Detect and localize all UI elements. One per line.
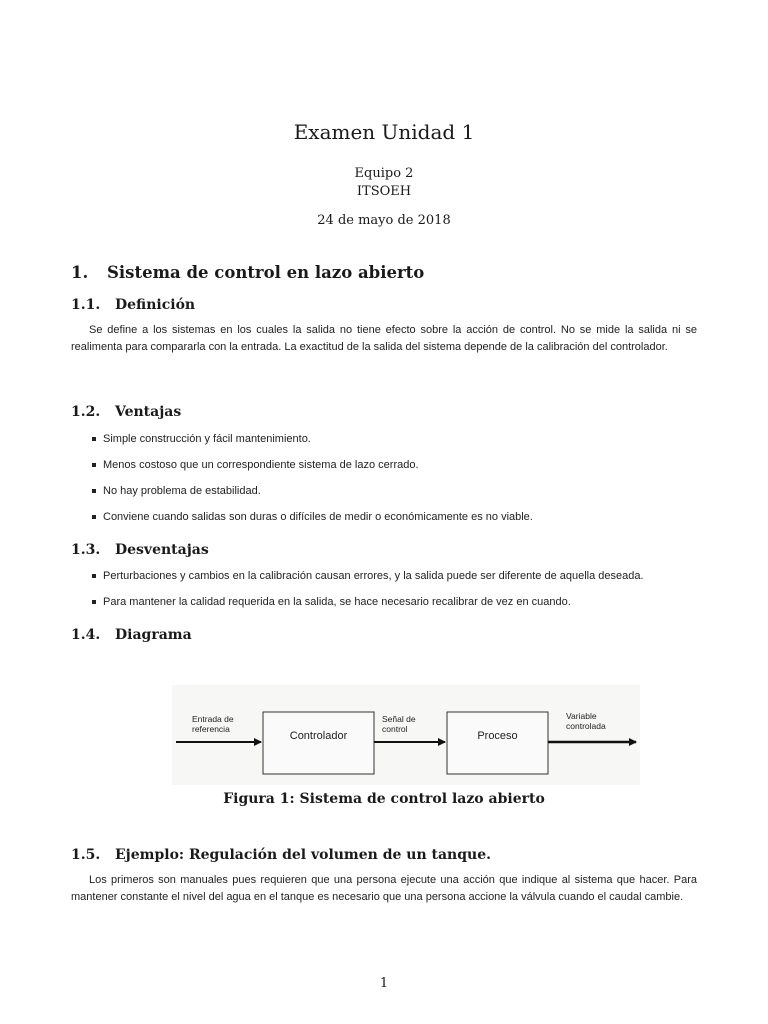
list-item <box>71 568 697 594</box>
page-number: 1 <box>379 976 389 991</box>
bullet-icon <box>92 489 96 493</box>
list-item <box>71 431 697 457</box>
subsection-heading-diagrama <box>71 627 192 643</box>
subsection-title: Diagrama <box>115 627 192 643</box>
subsection-number: 1.1. <box>71 297 101 313</box>
subsection-heading-ejemplo <box>71 847 491 863</box>
process-label: Proceso <box>477 730 518 742</box>
author-team: Equipo 2 <box>354 166 414 181</box>
document-date: 24 de mayo de 2018 <box>317 213 451 228</box>
output-label-line2: controlada <box>566 721 606 731</box>
subsection-number: 1.4. <box>71 627 101 643</box>
bullet-icon <box>92 600 96 604</box>
signal-label-line2: control <box>382 724 408 734</box>
output-label-line1: Variable <box>566 711 597 721</box>
block-diagram-figure <box>172 685 640 785</box>
figure-caption: Figura 1: Sistema de control lazo abierto <box>223 791 545 807</box>
list-item-text: Para mantener la calidad requerida en la salida, se hace necesario recalibrar de vez en cuando. <box>103 596 571 608</box>
list-item-text: Simple construcción y fácil mantenimiento. <box>103 433 311 445</box>
subsection-number: 1.5. <box>71 847 101 863</box>
section-number: 1. <box>71 263 89 282</box>
subsection-number: 1.2. <box>71 404 101 420</box>
bullet-icon <box>92 574 96 578</box>
bullet-icon <box>92 463 96 467</box>
list-item <box>71 483 697 509</box>
input-label-line1: Entrada de <box>192 714 234 724</box>
input-label-line2: referencia <box>192 724 230 734</box>
subsection-title: Ventajas <box>115 404 182 420</box>
ejemplo-text: Los primeros son manuales pues requieren que una persona ejecute una acción que indique al sistema que hacer. Para mantener constante el nivel del agua en el tanque es necesario que una persona accione la válvula cuando el caudal cambie. <box>71 874 697 903</box>
desventajas-list <box>71 568 697 620</box>
bullet-icon <box>92 437 96 441</box>
controller-block <box>263 712 374 774</box>
block-diagram <box>172 685 640 785</box>
list-item-text: No hay problema de estabilidad. <box>103 485 261 497</box>
subsection-heading-desventajas <box>71 542 209 558</box>
list-item-text: Conviene cuando salidas son duras o difíciles de medir o económicamente es no viable. <box>103 511 533 523</box>
subsection-heading-definicion <box>71 297 195 313</box>
list-item <box>71 509 697 535</box>
signal-label-line1: Señal de <box>382 714 416 724</box>
list-item-text: Menos costoso que un correspondiente sistema de lazo cerrado. <box>103 459 419 471</box>
author-institution: ITSOEH <box>356 184 412 199</box>
controller-label: Controlador <box>289 730 348 742</box>
list-item <box>71 594 697 620</box>
section-title: Sistema de control en lazo abierto <box>107 263 425 282</box>
subsection-title: Definición <box>115 297 196 313</box>
process-block <box>447 712 548 774</box>
subsection-title: Ejemplo: Regulación del volumen de un tanque. <box>115 847 491 863</box>
section-heading <box>71 263 424 282</box>
definicion-paragraph <box>71 322 697 356</box>
bullet-icon <box>92 515 96 519</box>
list-item-text: Perturbaciones y cambios en la calibración causan errores, y la salida puede ser diferente de aquella deseada. <box>103 570 644 582</box>
subsection-number: 1.3. <box>71 542 101 558</box>
definicion-text: Se define a los sistemas en los cuales la salida no tiene efecto sobre la acción de control. No se mide la salida ni se realimenta para compararla con la entrada. La exactitud de la salida del sistema depende de la calibración del controlador. <box>71 324 697 353</box>
subsection-title: Desventajas <box>115 542 209 558</box>
subsection-heading-ventajas <box>71 404 181 420</box>
ventajas-list <box>71 431 697 535</box>
list-item <box>71 457 697 483</box>
ejemplo-paragraph <box>71 872 697 906</box>
document-title: Examen Unidad 1 <box>293 120 475 144</box>
